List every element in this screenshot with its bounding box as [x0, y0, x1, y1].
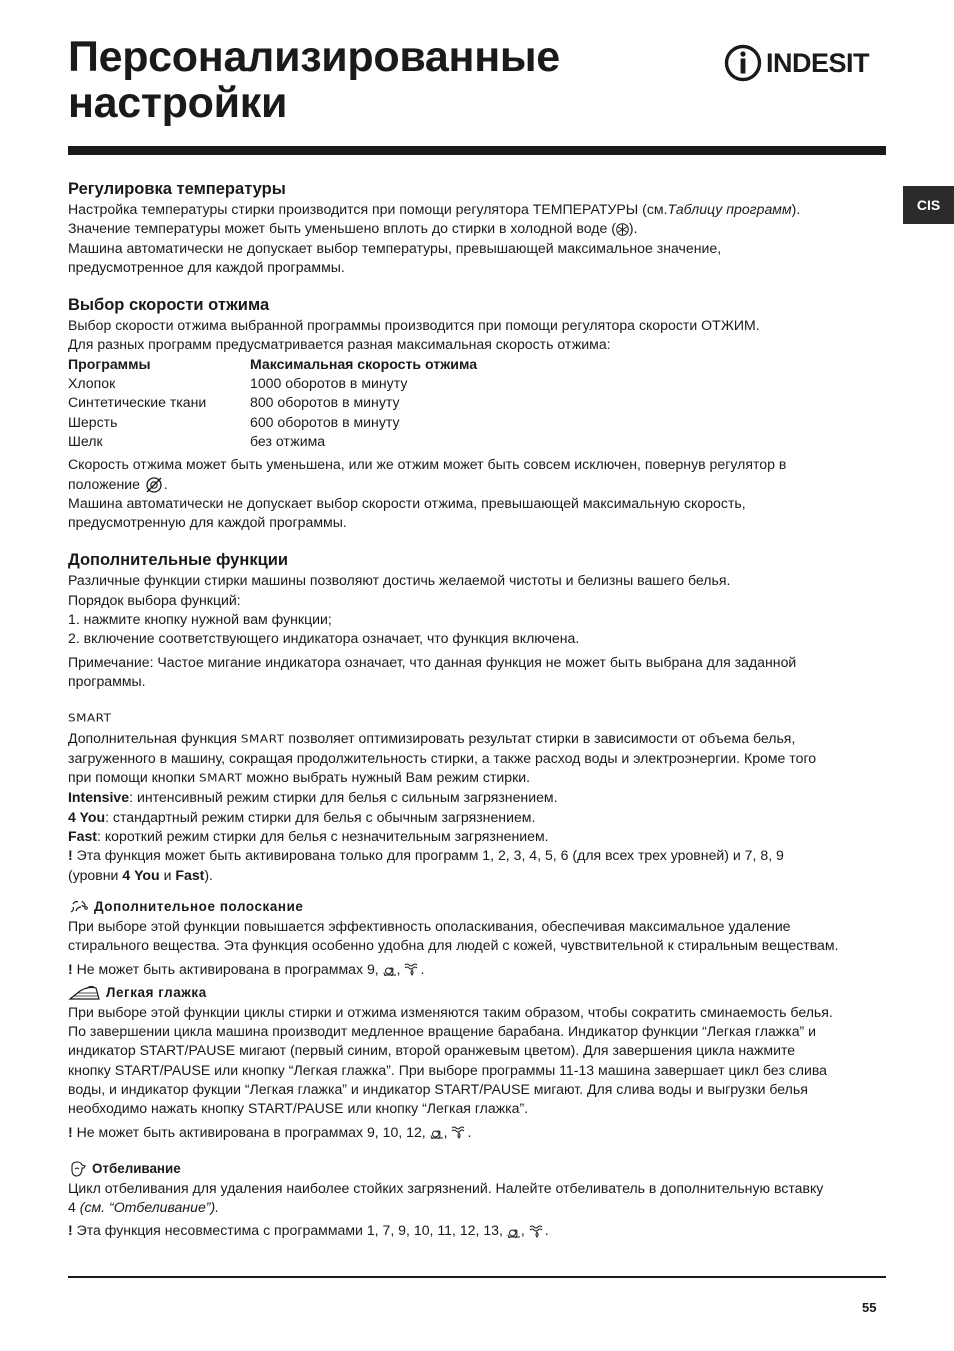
paragraph: положение .	[68, 475, 886, 494]
no-spin-icon	[144, 476, 164, 494]
header-divider	[68, 146, 886, 155]
page-number: 55	[862, 1300, 877, 1315]
extra-rinse-icon	[68, 898, 90, 916]
brand-logo	[724, 42, 869, 84]
paragraph: предусмотренное для каждой программы.	[68, 258, 345, 275]
paragraph: Машина автоматически не допускает выбор температуры, превышающей максимальное значение,	[68, 239, 722, 256]
paragraph: воды, и индикатор фукции “Легкая глажка” и индикатор START/PAUSE мигают. Для слива воды и выгрузки белья	[68, 1080, 808, 1097]
spiral-icon	[383, 963, 397, 976]
subsection-heading-easy-iron: Легкая глажка	[68, 983, 886, 1003]
note: программы.	[68, 672, 146, 689]
paragraph: Для разных программ предусматривается разная максимальная скорость отжима:	[68, 336, 611, 353]
paragraph: кнопку START/PAUSE или кнопку “Легкая глажка”. При выборе программы 11-13 машина завершает цикл без слива	[68, 1061, 828, 1078]
bleach-icon	[68, 1160, 88, 1178]
paragraph: Значение температуры может быть уменьшено вплоть до стирки в холодной воде ( ).	[68, 220, 638, 237]
table-header-row: Программы Максимальная скорость отжима	[68, 355, 478, 372]
table-row: Шерсть 600 оборотов в минуту	[68, 413, 400, 430]
section-heading-temperature: Регулировка температуры	[68, 180, 286, 198]
footer-divider	[68, 1276, 886, 1278]
section-heading-spin: Выбор скорости отжима	[68, 296, 270, 315]
snowflake-icon	[616, 223, 629, 236]
paragraph: Различные функции стирки машины позволяют достичь желаемой чистоты и белизны вашего белья.	[68, 572, 731, 589]
paragraph: необходимо нажать кнопку START/PAUSE или кнопку “Легкая глажка”.	[68, 1100, 529, 1117]
language-tab: CIS	[903, 186, 954, 224]
mode-fast: Fast: короткий режим стирки для белья с незначительным загрязнением.	[68, 828, 549, 845]
mode-intensive: Intensive: интенсивный режим стирки для белья с сильным загрязнением.	[68, 789, 558, 806]
list-item: 1. нажмите кнопку нужной вам функции;	[68, 611, 332, 628]
brand-logo-icon	[724, 43, 762, 83]
paragraph: Настройка температуры стирки производится при помощи регулятора ТЕМПЕРАТУРЫ (см.Таблицу программ).	[68, 201, 801, 217]
mode-4you: 4 You: стандартный режим стирки для белья с обычным загрязнением.	[68, 808, 536, 825]
waves-drop-icon	[529, 1224, 545, 1239]
paragraph: При выборе этой функции повышается эффективность ополаскивания, обеспечивая максимальное удаление	[68, 917, 791, 934]
paragraph: Цикл отбеливания для удаления наиболее стойких загрязнений. Налейте отбеливатель в дополнительную вставку	[68, 1179, 824, 1196]
section-heading-extra-functions: Дополнительные функции	[68, 551, 289, 570]
waves-drop-icon	[451, 1125, 467, 1140]
subsection-heading-bleach: Отбеливание	[68, 1159, 886, 1179]
paragraph: Скорость отжима может быть уменьшена, или же отжим может быть совсем исключен, повернув регулятор в	[68, 456, 787, 473]
paragraph: Дополнительная функция SMART позволяет оптимизировать результат стирки в зависимости от объема белья,	[68, 729, 796, 746]
spin-table	[68, 355, 886, 451]
warning: ! Не может быть активирована в программах 9, 10, 12, , .	[68, 1123, 472, 1140]
smart-heading: SMART	[68, 711, 112, 725]
warning: ! Эта функция может быть активирована только для программ 1, 2, 3, 4, 5, 6 (для всех трех уровней) и 7, 8, 9	[68, 847, 784, 864]
paragraph: 4 (см. “Отбеливание”).	[68, 1199, 220, 1216]
table-row: Шелк без отжима	[68, 432, 326, 449]
warning: ! Эта функция несовместима с программами 1, 7, 9, 10, 11, 12, 13, , .	[68, 1222, 549, 1239]
brand-name: INDESIT	[766, 47, 870, 78]
spiral-icon	[430, 1126, 444, 1139]
page-title: Персонализированные настройки	[68, 33, 560, 127]
warning: (уровни 4 You и Fast).	[68, 866, 213, 883]
paragraph: Машина автоматически не допускает выбор скорости отжима, превышающей максимальную скорость,	[68, 494, 746, 511]
iron-icon	[68, 985, 102, 1001]
subsection-heading-rinse: Дополнительное полоскание	[68, 897, 886, 917]
paragraph: При выборе этой функции циклы стирки и отжима изменяются таким образом, чтобы сократить сминаемость белья.	[68, 1003, 833, 1020]
table-row: Хлопок 1000 оборотов в минуту	[68, 375, 408, 392]
warning: ! Не может быть активирована в программах 9, , .	[68, 960, 425, 977]
list-item: 2. включение соответствующего индикатора означает, что функция включена.	[68, 630, 580, 647]
paragraph: загруженного в машину, сокращая продолжительность стирки, а также расход воды и электроэнергии. Кроме того	[68, 749, 817, 766]
note: Примечание: Частое мигание индикатора означает, что данная функция не может быть выбрана для заданной	[68, 653, 797, 670]
paragraph: стирального вещества. Эта функция особенно удобна для людей с кожей, чувствительной к стиральным веществам.	[68, 937, 839, 954]
paragraph: Выбор скорости отжима выбранной программы производится при помощи регулятора скорости ОТЖИМ.	[68, 317, 760, 334]
waves-drop-icon	[404, 962, 420, 977]
paragraph: индикатор START/PAUSE мигают (первый синим, второй оранжевым цветом). Для завершения цикла нажмите	[68, 1042, 796, 1059]
page-content	[68, 178, 886, 1241]
paragraph: предусмотренную для каждой программы.	[68, 514, 347, 531]
spiral-icon	[507, 1225, 521, 1238]
table-row: Синтетические ткани 800 оборотов в минуту	[68, 394, 400, 411]
paragraph: Порядок выбора функций:	[68, 591, 241, 608]
paragraph: при помощи кнопки SMART можно выбрать нужный Вам режим стирки.	[68, 769, 531, 786]
paragraph: По завершении цикла машина производит медленное вращение барабана. Индикатор функции “Легкая глажка” и	[68, 1023, 817, 1040]
